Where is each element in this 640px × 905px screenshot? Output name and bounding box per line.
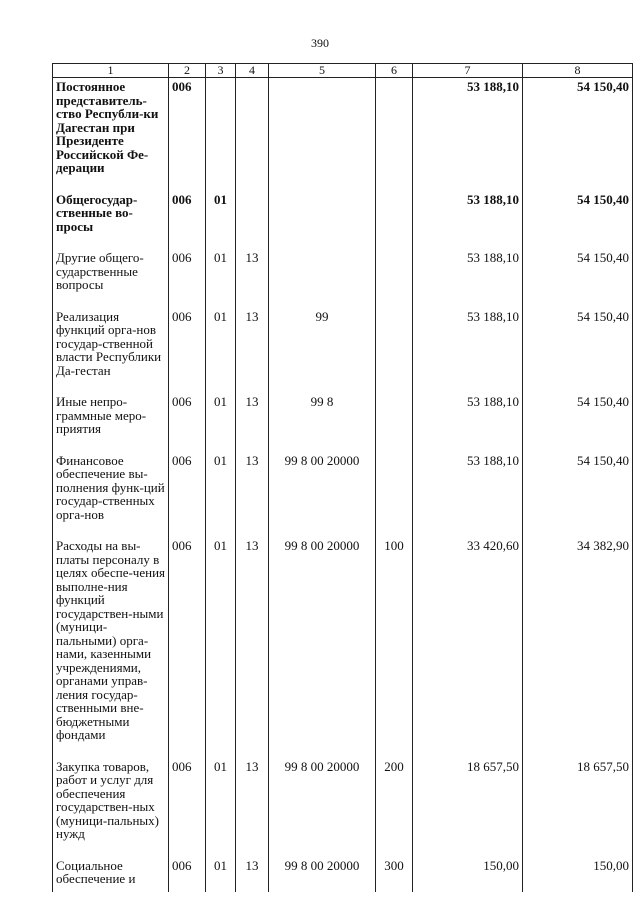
table-row bbox=[53, 452, 633, 538]
subsection-code-cell bbox=[236, 78, 269, 191]
section-code-cell bbox=[206, 78, 236, 191]
expense-type-cell bbox=[376, 191, 413, 250]
ministry-code-cell: 006 bbox=[169, 393, 206, 452]
subsection-code-cell: 13 bbox=[236, 249, 269, 308]
expense-type-cell bbox=[376, 393, 413, 452]
ministry-code-cell: 006 bbox=[169, 758, 206, 857]
header-cell: 6 bbox=[376, 64, 413, 78]
target-article-cell: 99 8 00 20000 bbox=[269, 758, 376, 857]
subsection-code-cell: 13 bbox=[236, 452, 269, 538]
table-row bbox=[53, 857, 633, 892]
subsection-code-cell bbox=[236, 191, 269, 250]
subsection-code-cell: 13 bbox=[236, 537, 269, 758]
header-cell: 8 bbox=[523, 64, 633, 78]
amount-year2-cell: 54 150,40 bbox=[523, 249, 633, 308]
target-article-cell bbox=[269, 191, 376, 250]
subsection-code-cell: 13 bbox=[236, 857, 269, 892]
table-row bbox=[53, 758, 633, 857]
expense-type-cell: 100 bbox=[376, 537, 413, 758]
section-code-cell: 01 bbox=[206, 393, 236, 452]
section-code-cell: 01 bbox=[206, 249, 236, 308]
amount-year1-cell: 150,00 bbox=[413, 857, 523, 892]
header-row bbox=[53, 64, 633, 78]
amount-year2-cell: 54 150,40 bbox=[523, 78, 633, 191]
row-name-cell: Закупка товаров, работ и услуг для обеспечения государствен-ных (муници-пальных) нужд bbox=[53, 758, 169, 857]
amount-year2-cell: 54 150,40 bbox=[523, 308, 633, 394]
table-row bbox=[53, 308, 633, 394]
row-name-cell: Финансовое обеспечение вы-полнения функ-ций государ-ственных орга-нов bbox=[53, 452, 169, 538]
subsection-code-cell: 13 bbox=[236, 758, 269, 857]
table-row bbox=[53, 393, 633, 452]
target-article-cell bbox=[269, 249, 376, 308]
ministry-code-cell: 006 bbox=[169, 78, 206, 191]
amount-year1-cell: 53 188,10 bbox=[413, 191, 523, 250]
expense-type-cell bbox=[376, 452, 413, 538]
expense-type-cell: 200 bbox=[376, 758, 413, 857]
table-row bbox=[53, 537, 633, 758]
ministry-code-cell: 006 bbox=[169, 191, 206, 250]
amount-year2-cell: 34 382,90 bbox=[523, 537, 633, 758]
target-article-cell: 99 8 bbox=[269, 393, 376, 452]
header-cell: 7 bbox=[413, 64, 523, 78]
target-article-cell bbox=[269, 78, 376, 191]
row-name-cell: Общегосудар-ственные во-просы bbox=[53, 191, 169, 250]
amount-year1-cell: 53 188,10 bbox=[413, 308, 523, 394]
amount-year2-cell: 54 150,40 bbox=[523, 191, 633, 250]
target-article-cell: 99 8 00 20000 bbox=[269, 857, 376, 892]
header-cell: 3 bbox=[206, 64, 236, 78]
section-code-cell: 01 bbox=[206, 452, 236, 538]
amount-year1-cell: 33 420,60 bbox=[413, 537, 523, 758]
subsection-code-cell: 13 bbox=[236, 393, 269, 452]
amount-year1-cell: 53 188,10 bbox=[413, 452, 523, 538]
section-code-cell: 01 bbox=[206, 758, 236, 857]
row-name-cell: Иные непро-граммные меро-приятия bbox=[53, 393, 169, 452]
ministry-code-cell: 006 bbox=[169, 249, 206, 308]
header-cell: 1 bbox=[53, 64, 169, 78]
section-code-cell: 01 bbox=[206, 191, 236, 250]
amount-year1-cell: 53 188,10 bbox=[413, 249, 523, 308]
ministry-code-cell: 006 bbox=[169, 857, 206, 892]
subsection-code-cell: 13 bbox=[236, 308, 269, 394]
amount-year2-cell: 54 150,40 bbox=[523, 393, 633, 452]
table-row bbox=[53, 191, 633, 250]
amount-year1-cell: 53 188,10 bbox=[413, 78, 523, 191]
budget-table bbox=[52, 63, 633, 892]
ministry-code-cell: 006 bbox=[169, 452, 206, 538]
header-cell: 2 bbox=[169, 64, 206, 78]
header-cell: 4 bbox=[236, 64, 269, 78]
expense-type-cell bbox=[376, 249, 413, 308]
amount-year1-cell: 53 188,10 bbox=[413, 393, 523, 452]
table-row bbox=[53, 78, 633, 191]
section-code-cell: 01 bbox=[206, 857, 236, 892]
amount-year2-cell: 54 150,40 bbox=[523, 452, 633, 538]
amount-year2-cell: 18 657,50 bbox=[523, 758, 633, 857]
expense-type-cell bbox=[376, 78, 413, 191]
amount-year2-cell: 150,00 bbox=[523, 857, 633, 892]
row-name-cell: Постоянное представитель-ство Республи-ки Дагестан при Президенте Российской Фе-дерации bbox=[53, 78, 169, 191]
section-code-cell: 01 bbox=[206, 308, 236, 394]
row-name-cell: Социальное обеспечение и bbox=[53, 857, 169, 892]
table-row bbox=[53, 249, 633, 308]
row-name-cell: Другие общего-сударственные вопросы bbox=[53, 249, 169, 308]
row-name-cell: Реализация функций орга-нов государ-ственной власти Республики Да-гестан bbox=[53, 308, 169, 394]
target-article-cell: 99 8 00 20000 bbox=[269, 537, 376, 758]
expense-type-cell: 300 bbox=[376, 857, 413, 892]
row-name-cell: Расходы на вы-платы персоналу в целях обеспе-чения выполне-ния функций государствен-ными (муници-пальными) орга-нами, казенными учреждениями, органами управ-ления государ-ственными вне-бюджетными фондами bbox=[53, 537, 169, 758]
section-code-cell: 01 bbox=[206, 537, 236, 758]
expense-type-cell bbox=[376, 308, 413, 394]
page-number: 390 bbox=[311, 36, 329, 50]
amount-year1-cell: 18 657,50 bbox=[413, 758, 523, 857]
target-article-cell: 99 bbox=[269, 308, 376, 394]
ministry-code-cell: 006 bbox=[169, 537, 206, 758]
header-cell: 5 bbox=[269, 64, 376, 78]
target-article-cell: 99 8 00 20000 bbox=[269, 452, 376, 538]
ministry-code-cell: 006 bbox=[169, 308, 206, 394]
